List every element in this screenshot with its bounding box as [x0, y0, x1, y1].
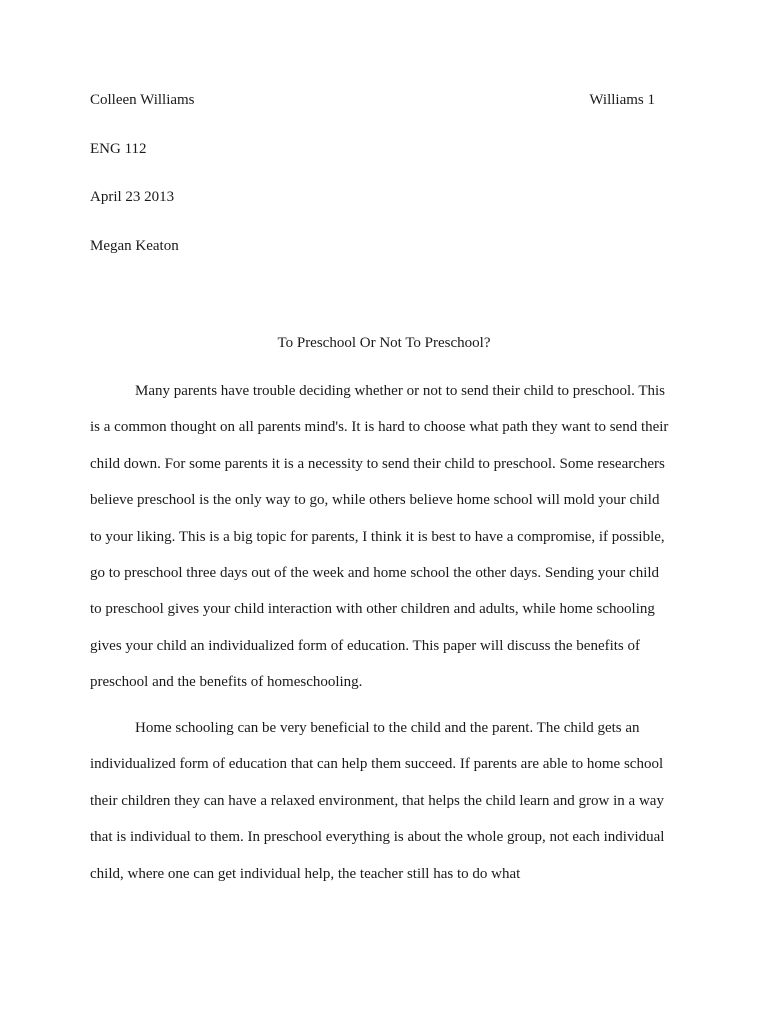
- date-line: April 23 2013: [90, 189, 175, 205]
- body-paragraph-1: Many parents have trouble deciding whether or not to send their child to preschool. This is a common thought on all parents mind's. It is hard to choose what path they want to send their child down. For some parents it is a necessity to send their child to preschool. Some researchers believe preschool is the only way to go, while others believe home school will mold your child to your liking. This is a big topic for parents, I think it is best to have a compromise, if possible, go to preschool three days out of the week and home school the other days. Sending your child to preschool gives your child interaction with other children and adults, while home schooling gives your child an individualized form of education. This paper will discuss the benefits of preschool and the benefits of homeschooling.: [90, 383, 669, 691]
- body-paragraph-2: Home schooling can be very beneficial to the child and the parent. The child gets an individualized form of education that can help them succeed. If parents are able to home school their children they can have a relaxed environment, that helps the child learn and grow in a way that is individual to them. In preschool everything is about the whole group, not each individual child, where one can get individual help, the teacher still has to do what: [90, 720, 665, 882]
- author-name: Colleen Williams: [90, 92, 195, 108]
- paper-title: To Preschool Or Not To Preschool?: [277, 335, 491, 351]
- running-head: Williams 1: [589, 92, 655, 108]
- instructor-name: Megan Keaton: [90, 238, 179, 254]
- course-name: ENG 112: [90, 141, 147, 157]
